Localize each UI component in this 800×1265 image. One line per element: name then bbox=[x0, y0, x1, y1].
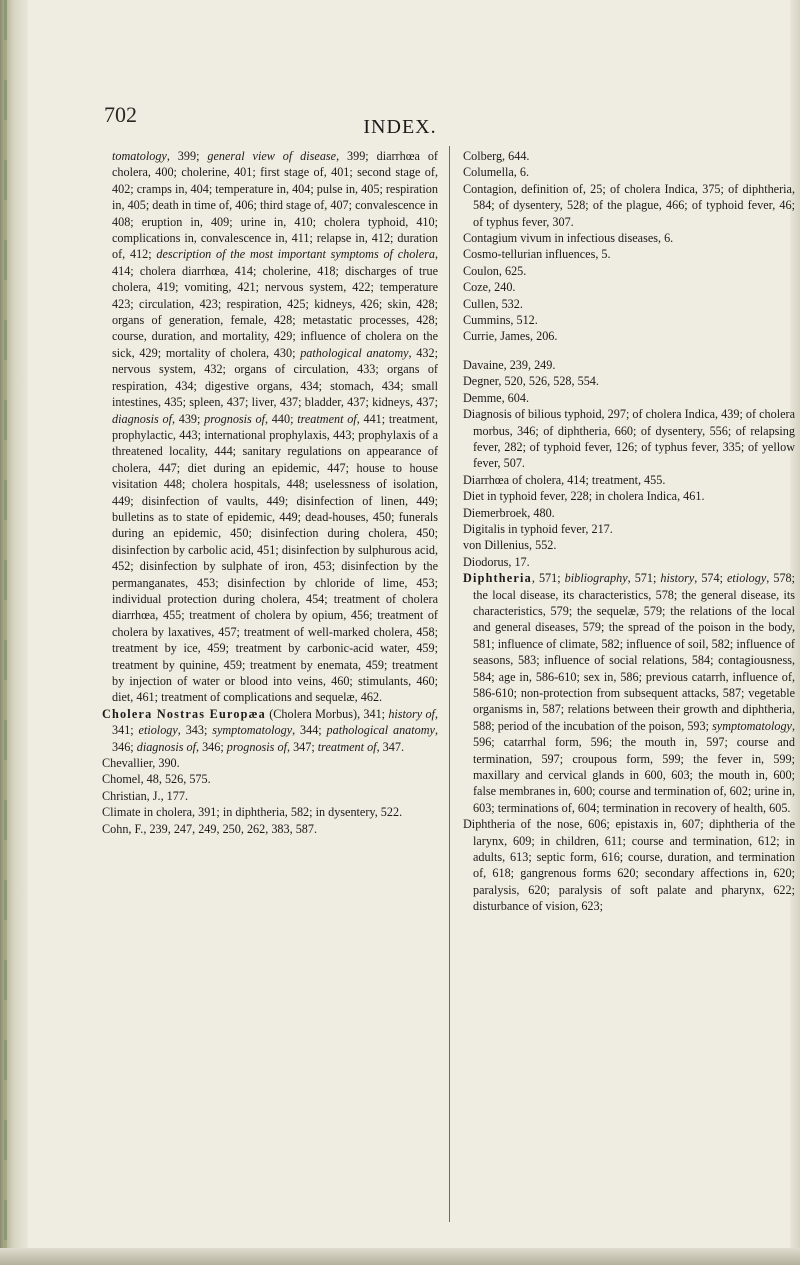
index-text: , 439; bbox=[171, 411, 205, 426]
index-entry bbox=[463, 230, 795, 246]
index-entry bbox=[463, 537, 795, 553]
index-subheading: diagnosis of bbox=[112, 411, 172, 426]
index-text: , 399; bbox=[166, 149, 208, 163]
index-entry bbox=[463, 488, 795, 504]
index-text: Cohn, F., 239, 247, 249, 250, 262, 383, 587. bbox=[102, 821, 318, 836]
index-entry bbox=[463, 328, 795, 344]
index-entry bbox=[102, 148, 438, 706]
index-subheading: description of the most important symptoms of cholera bbox=[156, 247, 435, 262]
index-text: Contagium vivum in infectious diseases, 6. bbox=[463, 231, 674, 246]
index-subheading: symptomatology bbox=[712, 718, 792, 733]
index-text: Climate in cholera, 391; in diphtheria, 582; in dysentery, 522. bbox=[102, 805, 403, 820]
index-text: Christian, J., 177. bbox=[102, 788, 188, 803]
index-entry bbox=[463, 521, 795, 537]
index-text: Chomel, 48, 526, 575. bbox=[102, 772, 211, 787]
index-entry bbox=[463, 263, 795, 279]
index-entry bbox=[463, 279, 795, 295]
index-text: Currie, James, 206. bbox=[463, 329, 558, 344]
index-subheading: bibliography bbox=[564, 571, 628, 586]
index-subheading: etiology bbox=[138, 723, 178, 738]
index-text: Coze, 240. bbox=[463, 280, 516, 295]
index-text: , 346; bbox=[112, 723, 439, 754]
index-entry bbox=[463, 357, 795, 373]
index-entry bbox=[102, 788, 438, 804]
book-binding-edge bbox=[0, 0, 28, 1265]
index-text: Diagnosis of bilious typhoid, 297; of cholera Indica, 439; of cholera morbus, 346; of diphtheria, 660; of dysentery, 556; of relapsing fever, 282; of typhoid fever, 126; of typhus fever, 335; of yellow fever, 507. bbox=[463, 407, 795, 471]
index-text: , 441; treatment, prophylactic, 443; international prophylaxis, 443; prophylaxis of a threatened locality, 444; sanitary regulations on appearance of cholera, 447; diet during an epidemic, 447; house to house visitation 448; cholera hospitals, 448; uselessness of isolation, 449; disinfection of vaults, 449; disinfection of linen, 449; bulletins as to state of epidemic, 449; dead-houses, 450; funerals during an epidemic, 450; disinfection during cholera, 450; disinfection by carbolic acid, 451; disinfection by sulphurous acid, 452; disinfection by sulphate of iron, 453; disinfection by the permanganates, 453; disinfection by chloride of lime, 453; individual protection during cholera, 454; treatment of cholera diarrhœa, 455; treatment of cholera by opium, 456; treatment of cholera by laxatives, 457; treatment of well-marked cholera, 458; treatment by ice, 459; treatment by carbonic-acid water, 459; treatment by quinine, 459; treatment by enemata, 459; treatment by injection of water or blood into veins, 460; stimulants, 460; diet, 461; treatment of complications and sequelæ, 462. bbox=[112, 411, 438, 705]
index-text: (Cholera Morbus), 341; bbox=[265, 706, 389, 721]
column-divider bbox=[449, 146, 450, 1222]
index-text: , 414; cholera diarrhœa, 414; cholerine, 418; discharges of true cholera, 419; vomiting, 421; nervous system, 422; temperature 423; circulation, 423; respiration, 425; kidneys, 426; skin, 428; organs of generation, female, 428; metastatic processes, 428; course, duration, and mortality, 429; influence of cholera on the sick, 429; mortality of cholera, 430; bbox=[112, 247, 438, 360]
index-text: Diet in typhoid fever, 228; in cholera Indica, 461. bbox=[463, 489, 705, 504]
index-text: Cosmo-tellurian influences, 5. bbox=[463, 247, 611, 262]
running-head: INDEX. bbox=[363, 116, 437, 138]
index-entry bbox=[463, 373, 795, 389]
index-subheading: history bbox=[660, 571, 695, 586]
index-subheading: treatment of bbox=[297, 411, 357, 426]
index-heading: Cholera Nostras Europæa bbox=[102, 706, 266, 721]
index-text: Diemerbroek, 480. bbox=[463, 505, 555, 520]
index-text: Diarrhœa of cholera, 414; treatment, 455. bbox=[463, 472, 666, 487]
index-subheading: prognosis of bbox=[226, 739, 287, 754]
index-subheading: diagnosis of bbox=[136, 739, 196, 754]
index-text: , 341; bbox=[112, 706, 438, 738]
index-text: , 440; bbox=[265, 411, 298, 426]
index-column-right bbox=[463, 148, 795, 915]
index-text: Cullen, 532. bbox=[463, 296, 523, 311]
index-entry bbox=[463, 246, 795, 262]
index-entry bbox=[102, 706, 438, 755]
index-entry bbox=[102, 821, 438, 837]
index-subheading: prognosis of bbox=[204, 411, 266, 426]
index-text: Degner, 520, 526, 528, 554. bbox=[463, 374, 599, 389]
index-entry bbox=[102, 804, 438, 820]
index-entry bbox=[102, 755, 438, 771]
index-entry bbox=[463, 406, 795, 472]
index-heading: Diphtheria bbox=[463, 571, 532, 586]
index-entry bbox=[463, 554, 795, 570]
index-entry bbox=[463, 816, 795, 914]
index-text: , 344; bbox=[292, 723, 327, 738]
index-text: Columella, 6. bbox=[463, 165, 530, 180]
index-entry bbox=[463, 505, 795, 521]
index-text: Davaine, 239, 249. bbox=[463, 357, 556, 372]
index-text: Diphtheria of the nose, 606; epistaxis in, 607; diphtheria of the larynx, 609; in children, 611; course and termination, 612; in adults, 613; septic form, 616; course, duration, and termination of, 618; gangrenous forms 620; secondary affections in, 620; paralysis, 620; paralysis of soft palate and pharynx, 622; disturbance of vision, 623; bbox=[463, 817, 795, 914]
index-entry bbox=[463, 312, 795, 328]
index-subheading: history of bbox=[388, 706, 435, 721]
index-text: , 578; the local disease, its characteristics, 578; the general disease, its characteristics, 579; the sequelæ, 579; the relations of the local and general diseases, 579; the spread of the poison in the body, 581; influence of climate, 582; influence of soil, 582; influence of seasons, 583; influence of social relations, 584; contagiousness, 584; age in, 586-610; sex in, 586; previous catarrh, influence of, 586-610; non-protection from subsequent attacks, 587; vegetable organisms in, 587; relations between their growth and diphtheria, 588; period of the incubation of the poison, 593; bbox=[473, 571, 796, 733]
index-text: , 574; bbox=[694, 571, 728, 586]
index-text: Diodorus, 17. bbox=[463, 554, 530, 569]
index-subheading: symptomatology bbox=[212, 723, 293, 738]
index-entry bbox=[463, 181, 795, 230]
index-text: , 432; nervous system, 432; organs of circulation, 433; organs of respiration, 434; digestive organs, 434; stomach, 434; small intestines, 435; spleen, 437; liver, 437; bladder, 437; kidneys, 437; bbox=[112, 345, 438, 410]
index-entry bbox=[463, 148, 795, 164]
index-subheading: tomatology bbox=[112, 149, 167, 163]
index-text: , 346; bbox=[195, 739, 227, 754]
index-subheading: pathological anatomy bbox=[326, 723, 435, 738]
index-text: , 399; diarrhœa of cholera, 400; cholerine, 401; first stage of, 401; second stage of, 402; cramps in, 404; temperature in, 404; pulse in, 405; respiration in, 405; death in time of, 406; third stage of, 407; convalescence in 408; eruption in, 409; urine in, 410; cholera typhoid, 410; complications in, convalescence in, 411; relapse in, 412; duration of, 412; bbox=[112, 149, 438, 262]
index-entry bbox=[463, 472, 795, 488]
index-entry bbox=[102, 771, 438, 787]
index-entry bbox=[463, 570, 795, 816]
index-column-left bbox=[102, 148, 438, 837]
index-text: , 343; bbox=[177, 723, 213, 738]
index-text: , 571; bbox=[627, 571, 661, 586]
page-number: 702 bbox=[104, 102, 137, 127]
index-subheading: general view of disease bbox=[207, 149, 337, 163]
index-text: , 596; catarrhal form, 596; the mouth in, 597; course and termination, 597; croupous form, 599; the fever in, 599; maxillary and cervical glands in 600, 603; the mouth in, 600; false membranes in, 600; course and termination of, 602; urine in, 603; terminations of, 604; termination in recovery of health, 605. bbox=[473, 718, 795, 815]
index-text: Chevallier, 390. bbox=[102, 756, 180, 771]
index-subheading: treatment of bbox=[317, 739, 377, 754]
index-subheading: etiology bbox=[727, 571, 767, 586]
index-text: , 347; bbox=[286, 739, 318, 754]
index-text: Contagion, definition of, 25; of cholera Indica, 375; of diphtheria, 584; of dysentery, 528; of the plague, 466; of typhoid fever, 46; of typhus fever, 307. bbox=[463, 181, 795, 229]
index-text: Cummins, 512. bbox=[463, 313, 538, 328]
index-text: Coulon, 625. bbox=[463, 263, 527, 278]
index-entry bbox=[463, 296, 795, 312]
index-text: , 571; bbox=[531, 571, 565, 586]
index-entry bbox=[463, 164, 795, 180]
index-text: Colberg, 644. bbox=[463, 149, 530, 163]
index-text: Demme, 604. bbox=[463, 390, 530, 405]
index-text: , 347. bbox=[376, 739, 404, 754]
index-subheading: pathological anatomy bbox=[300, 345, 409, 360]
index-text: von Dillenius, 552. bbox=[463, 538, 557, 553]
index-entry bbox=[463, 390, 795, 406]
page-bottom-shadow bbox=[0, 1248, 800, 1265]
index-text: Digitalis in typhoid fever, 217. bbox=[463, 521, 613, 536]
